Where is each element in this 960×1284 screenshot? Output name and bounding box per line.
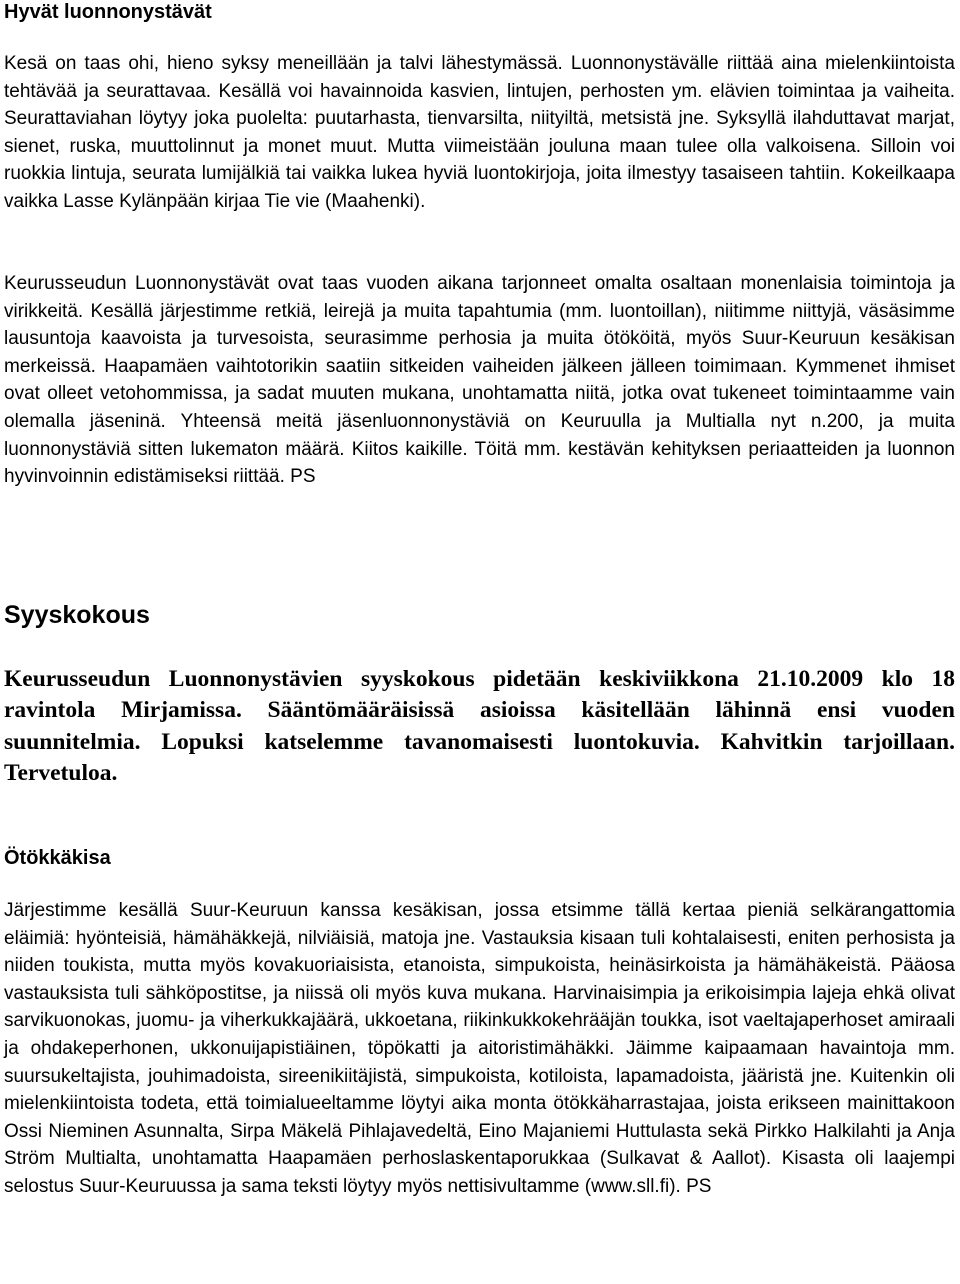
paragraph-activities: Keurusseudun Luonnonystävät ovat taas vuoden aikana tarjonneet omalta osaltaan monenlaisia toimintoja ja virikkeitä. Kesällä järjestimme retkiä, leirejä ja muita tapahtumia (mm. luontoillan), niitimme niittyjä, väsäsimme lausuntoja kaavoista ja turvesoista, seurasimme perhosia ja muita ötököitä, myös Suur-Keuruun kesäkisan merkeissä. Haapamäen vaihtotorikin saatiin sitkeiden vaiheiden jälkeen jälleen toimimaan. Kymmenet ihmiset ovat olleet vetohommissa, ja sadat muuten mukana, unohtamatta niitä, jotka ovat tukeneet toimintaamme vain olemalla jäseninä. Yhteensä meitä jäsenluonnonystäviä on Keuruulla ja Multialla nyt n.200, ja muita luonnonystäviä sitten lukematon määrä. Kiitos kaikille. Töitä mm. kestävän kehityksen periaatteiden ja luonnon hyvinvoinnin edistämiseksi riittää. PS bbox=[4, 273, 955, 488]
paragraph-intro: Kesä on taas ohi, hieno syksy meneillään ja talvi lähestymässä. Luonnonystävälle riittää aina mielenkiintoista tehtävää ja seurattavaa. Kesällä voi havainnoida kasvien, lintujen, perhosten ym. elävien toimintaa ja vaiheita. Seurattaviahan löytyy joka puolelta: puutarhasta, tienvarsilta, niityiltä, metsistä jne. Syksyllä ilahduttavat marjat, sienet, ruska, muuttolinnut ja monet muut. Mutta viimeistään jouluna maan tulee olla valkoisena. Silloin voi ruokkia lintuja, seurata lumijälkiä tai vaikka lukea hyviä luontokirjoja, joita ilmestyy tasaiseen tahtiin. Kokeilkaapa vaikka Lasse Kylänpään kirjaa Tie vie (Maahenki). bbox=[4, 53, 955, 212]
heading-hyvat-luonnonystavat: Hyvät luonnonystävät bbox=[4, 1, 212, 23]
heading-otokkakisa: Ötökkäkisa bbox=[4, 847, 111, 869]
heading-syyskokous: Syyskokous bbox=[4, 601, 150, 629]
paragraph-otokkakisa: Järjestimme kesällä Suur-Keuruun kanssa kesäkisan, jossa etsimme tällä kertaa pieniä selkärangattomia eläimiä: hyönteisiä, hämähäkkejä, nilviäisiä, matoja jne. Vastauksia kisaan tuli kohtalaisesti, eniten perhosista ja niiden toukista, mutta myös kovakuoriaisista, etanoista, simpukoista, heinäsirkoista ja hämähäkeistä. Pääosa vastauksista tuli sähköpostitse, ja niissä oli myös kuva mukana. Harvinaisimpia ja erikoisimpia lajeja ehkä olivat sarvikuonokas, juomu- ja viherkukkajäärä, ukkoetana, riikinkukkokehrääjän toukka, isot vaeltajaperhoset amiraali ja ohdakeperhonen, ukkonuijapistiäinen, töpökatti ja aitoristimähäkki. Jäimme kaipaamaan havaintoja mm. suursukeltajista, jouhimadoista, sireenikiitäjistä, simpukoista, kotiloista, lapamadoista, jääristä jne. Kuitenkin oli mielenkiintoista todeta, että toimialueeltamme löytyi aika monta ötökkäharrastajaa, joista erikseen mainittakoon Ossi Nieminen Asunnalta, Sirpa Mäkelä Pihlajavedeltä, Eino Majaniemi Huttulasta sekä Pirkko Halkilahti ja Anja Ström Multialta, unohtamatta Haapamäen perhoslaskentaporukkaa (Sulkavat & Aallot). Kisasta oli laajempi selostus Suur-Keuruussa ja sama teksti löytyy myös nettisivultamme (www.sll.fi). PS bbox=[4, 900, 955, 1197]
paragraph-syyskokous: Keurusseudun Luonnonystävien syyskokous pidetään keskiviikkona 21.10.2009 klo 18 ravintola Mirjamissa. Sääntömääräisissä asioissa käsitellään lähinnä ensi vuoden suunnitelmia. Lopuksi katselemme tavanomaisesti luontokuvia. Kahvitkin tarjoillaan. Tervetuloa. bbox=[4, 666, 955, 786]
